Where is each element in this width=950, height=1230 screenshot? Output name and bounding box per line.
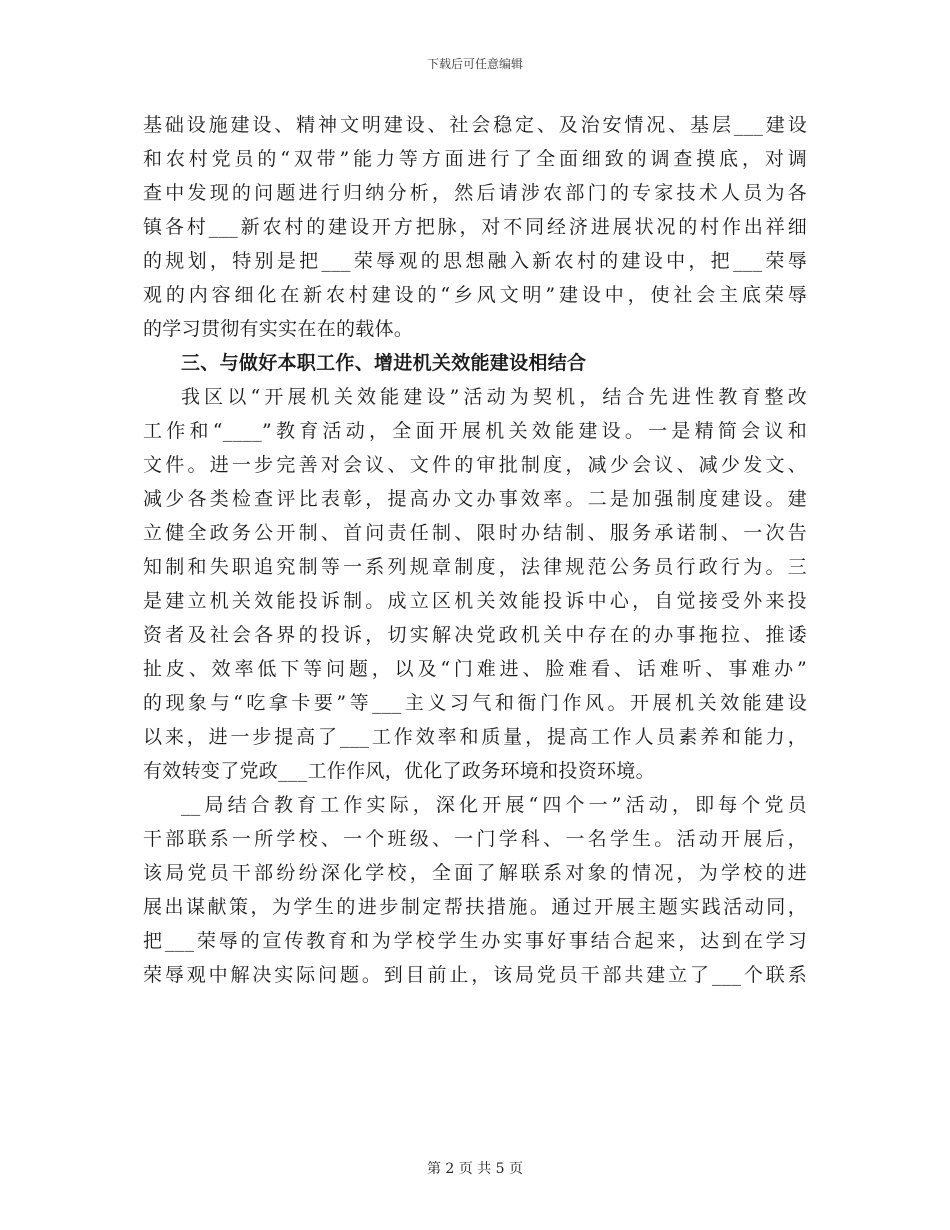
text-line: 我区以“开展机关效能建设”活动为契机，结合先进性教育整改 (181, 386, 807, 408)
text-line: 的现象与“吃拿卡要”等___主义习气和衙门作风。开展机关效能建设 (143, 692, 807, 714)
text-line: 立健全政务公开制、首问责任制、限时办结制、服务承诺制、一次告 (143, 522, 807, 544)
text-line: 知制和失职追究制等一系列规章制度，法律规范公务员行政行为。三 (143, 556, 807, 578)
paragraph (143, 108, 807, 346)
page-footer: 第 2 页 共 5 页 (426, 1161, 524, 1177)
text-line: 展出谋献策，为学生的进步制定帮扶措施。通过开展主题实践活动同， (143, 896, 807, 918)
text-line: 文件。进一步完善对会议、文件的审批制度，减少会议、减少发文、 (143, 454, 807, 476)
section-heading (143, 346, 807, 380)
text-line: 的规划，特别是把___荣辱观的思想融入新农村的建设中，把___荣辱 (143, 250, 807, 272)
text-line: 的学习贯彻有实实在在的载体。 (143, 318, 414, 340)
text-line: 工作和“____”教育活动，全面开展机关效能建设。一是精简会议和 (143, 420, 807, 442)
page-header: 下载后可任意编辑 (426, 57, 523, 71)
text-line: 减少各类检查评比表彰，提高办文办事效率。二是加强制度建设。建 (143, 488, 807, 510)
text-line: 有效转变了党政___工作作风，优化了政务环境和投资环境。 (143, 760, 655, 782)
paragraph (143, 380, 807, 788)
text-line: 资者及社会各界的投诉，切实解决党政机关中存在的办事拖拉、推诿 (143, 624, 807, 646)
document-body (143, 108, 807, 992)
text-line: __局结合教育工作实际，深化开展“四个一”活动，即每个党员 (181, 794, 807, 816)
paragraph (143, 788, 807, 992)
text-line: 观的内容细化在新农村建设的“乡风文明”建设中，使社会主底荣辱 (143, 284, 807, 306)
text-line: 查中发现的问题进行归纳分析，然后请涉农部门的专家技术人员为各 (143, 182, 807, 204)
text-line: 扯皮、效率低下等问题，以及“门难进、脸难看、话难听、事难办” (143, 658, 807, 680)
text-line: 基础设施建设、精神文明建设、社会稳定、及治安情况、基层___建设 (143, 114, 807, 136)
text-line: 三、与做好本职工作、增进机关效能建设相结合 (181, 352, 587, 374)
text-line: 干部联系一所学校、一个班级、一门学科、一名学生。活动开展后， (143, 828, 807, 850)
text-line: 镇各村___新农村的建设开方把脉，对不同经济进展状况的村作出祥细 (143, 216, 807, 238)
text-line: 是建立机关效能投诉制。成立区机关效能投诉中心，自觉接受外来投 (143, 590, 807, 612)
text-line: 把___荣辱的宣传教育和为学校学生办实事好事结合起来，达到在学习 (143, 930, 807, 952)
text-line: 以来，进一步提高了___工作效率和质量，提高工作人员素养和能力， (143, 726, 807, 748)
text-line: 该局党员干部纷纷深化学校，全面了解联系对象的情况，为学校的进 (143, 862, 807, 884)
text-line: 和农村党员的“双带”能力等方面进行了全面细致的调查摸底，对调 (143, 148, 807, 170)
text-line: 荣辱观中解决实际问题。到目前止，该局党员干部共建立了___个联系 (143, 964, 807, 986)
